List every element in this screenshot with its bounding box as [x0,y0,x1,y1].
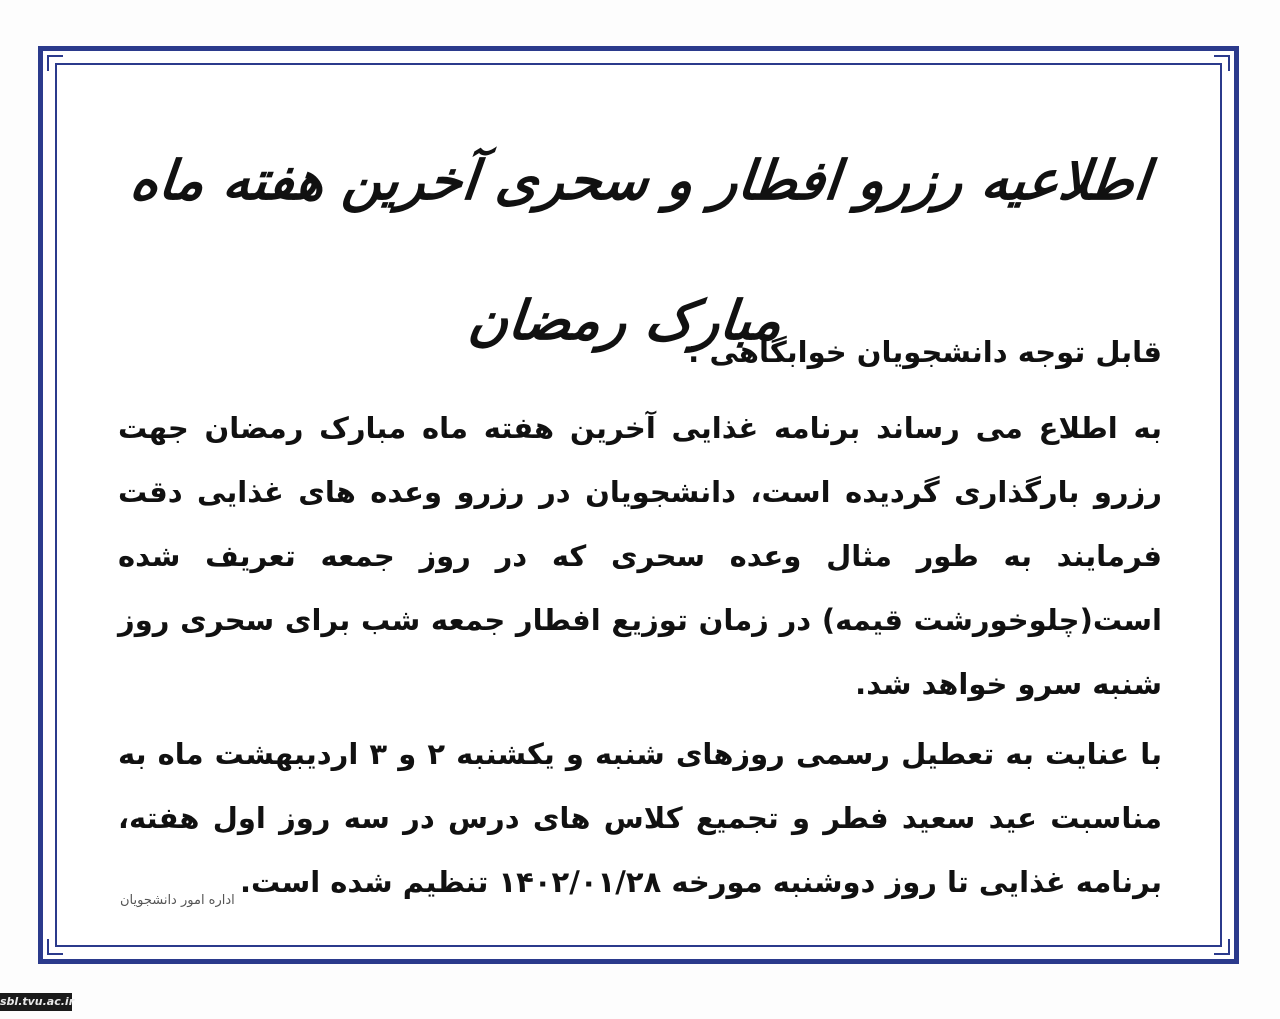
corner-ornament [1214,55,1230,71]
notice-paragraph-2: با عنایت به تعطیل رسمی روزهای شنبه و یکشنبه ۲ و ۳ اردیبهشت ماه به مناسبت عید سعید فطر و تجمیع کلاس های درس در سه روز اول هفته، برنامه غذایی تا روز دوشنبه مورخه ۱۴۰۲/۰۱/۲۸ تنظیم شده است. [118,737,1163,899]
corner-ornament [47,55,63,71]
notice-paragraph-1: به اطلاع می رساند برنامه غذایی آخرین هفته ماه مبارک رمضان جهت رزرو بارگذاری گردیده است، دانشجویان در رزرو وعده های غذایی دقت فرمایند به طور مثال وعده سحری که در روز جمعه تعریف شده است(چلوخورشت قیمه) در زمان توزیع افطار جمعه شب برای سحری روز شنبه سرو خواهد شد. [118,411,1162,701]
notice-addressee: قابل توجه دانشجویان خوابگاهی : [687,335,1162,369]
notice-body [118,322,1162,914]
notice-title: اطلاعیه رزرو افطار و سحری آخرین هفته ماه مبارک رمضان [127,148,1153,352]
notice-signature: اداره امور دانشجویان [120,893,235,908]
corner-ornament [1214,939,1230,955]
corner-ornament [47,939,63,955]
site-watermark: sbl.tvu.ac.ir [0,993,72,1011]
